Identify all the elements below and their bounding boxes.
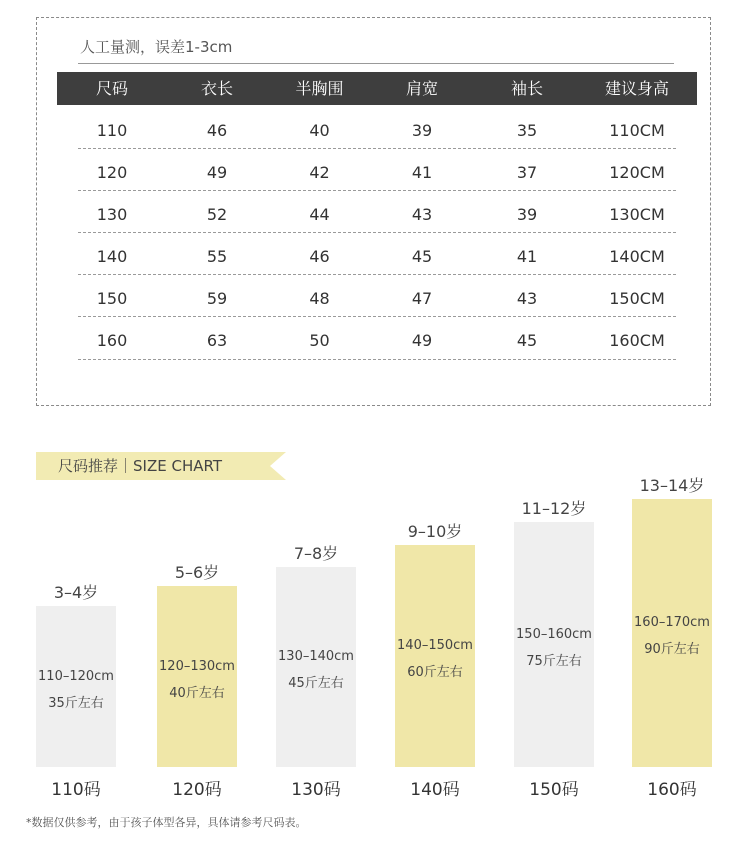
cell-half-chest: 50	[309, 331, 330, 350]
bar-weight: 75斤左右	[526, 653, 582, 669]
cell-shoulder: 49	[411, 331, 433, 350]
bar-age-label: 13–14岁	[639, 476, 705, 495]
cell-half-chest: 40	[309, 121, 330, 140]
bar-size-label: 130码	[291, 780, 341, 800]
chart-bar	[514, 522, 594, 767]
bar-age-label: 5–6岁	[174, 563, 220, 582]
bar-weight: 45斤左右	[288, 676, 344, 691]
cell-sleeve: 37	[516, 163, 538, 182]
chart-bar	[36, 606, 116, 767]
size-chart-title: 尺码推荐｜SIZE CHART	[58, 457, 222, 475]
cell-length: 59	[206, 289, 228, 308]
cell-size: 160	[96, 331, 128, 350]
bar-age-label: 11–12岁	[521, 499, 587, 518]
cell-half-chest: 42	[309, 163, 330, 182]
bar-weight: 35斤左右	[48, 695, 104, 711]
cell-shoulder: 39	[411, 121, 433, 140]
cell-size: 110	[96, 121, 128, 140]
header-length: 衣长	[200, 79, 233, 98]
header-half-chest: 半胸围	[295, 79, 344, 98]
cell-height: 130CM	[609, 205, 665, 224]
bar-height-range: 160–170cm	[634, 615, 710, 630]
bar-size-label: 120码	[172, 780, 222, 800]
header-height: 建议身高	[604, 79, 669, 98]
cell-half-chest: 44	[309, 205, 330, 224]
chart-bar	[276, 567, 356, 767]
cell-sleeve: 41	[516, 247, 538, 266]
cell-size: 120	[96, 163, 128, 182]
cell-height: 150CM	[609, 289, 665, 308]
bar-size-label: 140码	[410, 780, 460, 800]
cell-sleeve: 35	[516, 121, 538, 140]
bar-size-label: 110码	[51, 780, 101, 800]
cell-shoulder: 47	[411, 289, 433, 308]
cell-shoulder: 45	[411, 247, 433, 266]
bar-weight: 40斤左右	[169, 685, 225, 701]
cell-height: 110CM	[609, 121, 665, 140]
bar-height-range: 150–160cm	[516, 626, 592, 642]
cell-half-chest: 46	[309, 247, 330, 266]
cell-size: 140	[96, 247, 128, 266]
cell-size: 130	[96, 205, 128, 224]
header-shoulder: 肩宽	[405, 79, 438, 98]
cell-length: 49	[206, 163, 228, 182]
cell-height: 120CM	[609, 163, 665, 182]
cell-length: 63	[206, 331, 228, 350]
header-size: 尺码	[95, 79, 128, 98]
cell-length: 55	[206, 247, 228, 266]
cell-sleeve: 39	[516, 205, 538, 224]
header-sleeve: 袖长	[510, 79, 543, 98]
bar-height-range: 140–150cm	[397, 638, 473, 653]
chart-bar	[632, 499, 712, 767]
cell-shoulder: 41	[411, 163, 433, 182]
footnote: *数据仅供参考，由于孩子体型各异，具体请参考尺码表。	[26, 816, 307, 829]
bar-height-range: 120–130cm	[159, 658, 235, 674]
chart-bar	[157, 586, 237, 767]
cell-height: 160CM	[609, 331, 665, 350]
bar-size-label: 160码	[647, 780, 697, 800]
cell-sleeve: 43	[516, 289, 538, 308]
bar-size-label: 150码	[529, 780, 579, 800]
bar-height-range: 110–120cm	[38, 668, 114, 684]
bar-height-range: 130–140cm	[278, 649, 354, 664]
measure-note: 人工量测，误差1-3cm	[80, 38, 233, 56]
bar-weight: 90斤左右	[644, 642, 700, 657]
cell-shoulder: 43	[411, 205, 433, 224]
cell-height: 140CM	[609, 247, 665, 266]
cell-half-chest: 48	[309, 289, 330, 308]
bar-age-label: 3–4岁	[53, 583, 99, 602]
cell-length: 46	[206, 121, 228, 140]
bar-age-label: 9–10岁	[407, 522, 463, 541]
cell-size: 150	[96, 289, 128, 308]
bar-weight: 60斤左右	[407, 665, 463, 680]
cell-length: 52	[206, 205, 228, 224]
bar-age-label: 7–8岁	[293, 544, 339, 563]
chart-bar	[395, 545, 475, 767]
cell-sleeve: 45	[516, 331, 538, 350]
